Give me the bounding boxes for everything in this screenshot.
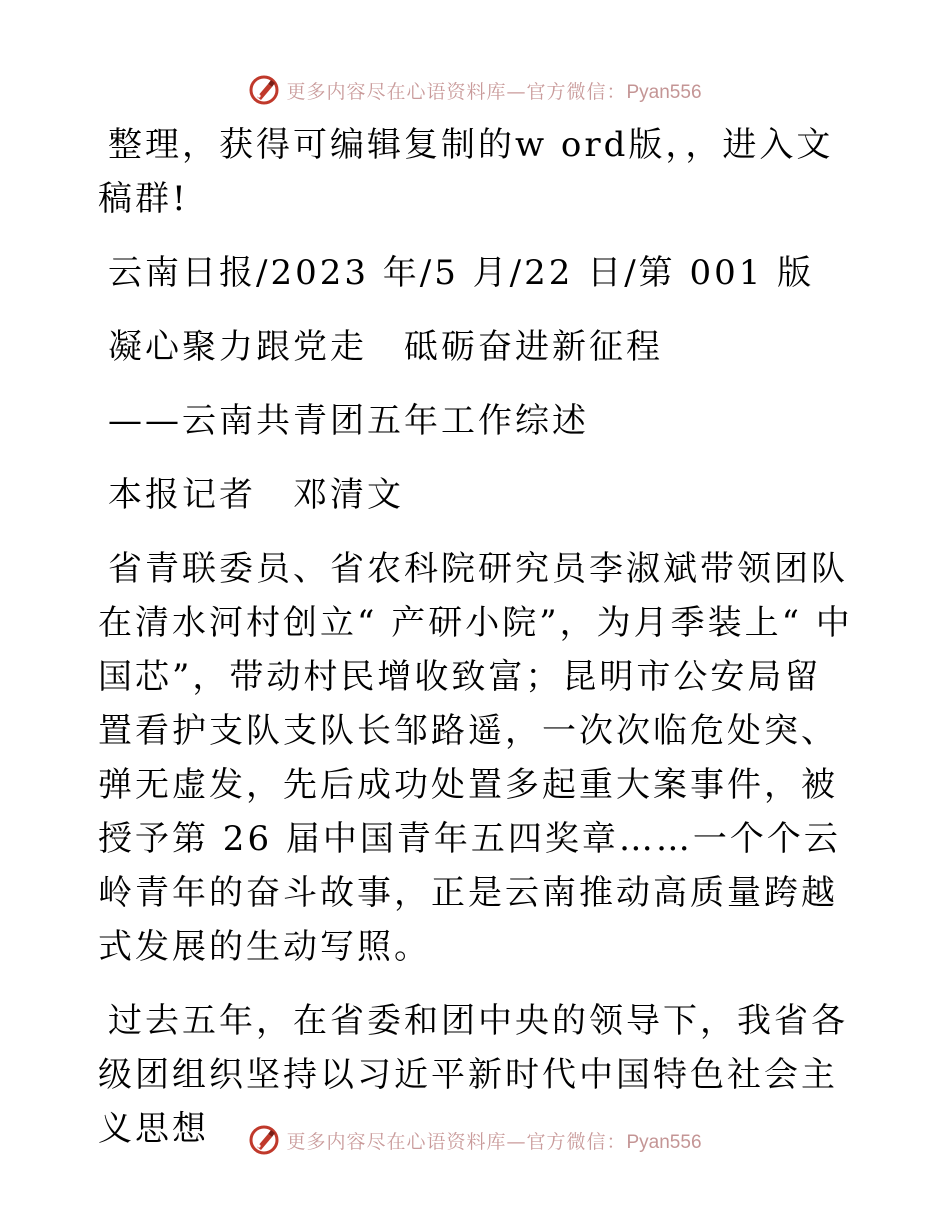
body-paragraph: 省青联委员、省农科院研究员李淑斌带领团队在清水河村创立“ 产研小院”，为月季装上“ 中国芯”，带动村民增收致富；昆明市公安局留置看护支队支队长邹路遥，一次次临危处突、弹无虚发，先后成功处置多起重大案事件，被授予第 26 届中国青年五四奖章……一个个云岭青年的奋斗故事，正是云南推动高质量跨越式发展的生动写照。 [98, 549, 853, 967]
wechat-id: Pyan556 [626, 81, 702, 103]
article-subtitle: ——云南共青团五年工作综述 [108, 401, 589, 441]
byline: 本报记者 邓清文 [108, 475, 404, 515]
wechat-id: Pyan556 [626, 1131, 702, 1153]
article-title: 凝心聚力跟党走 砥砺奋进新征程 [108, 327, 663, 367]
banner-label: 更多内容尽在心语资料库—官方微信： [286, 80, 627, 103]
intro-paragraph: 整理，获得可编辑复制的w ord版，，进入文稿群! [98, 125, 834, 219]
footer-banner-inner [248, 1124, 701, 1156]
document-body [98, 118, 858, 1156]
footer-watermark-banner [0, 1120, 950, 1160]
footer-banner-text [286, 1127, 701, 1154]
pen-logo-icon [248, 74, 280, 106]
source-line: 云南日报/2023 年/5 月/22 日/第 001 版 [108, 253, 815, 293]
body-paragraph: 过去五年，在省委和团中央的领导下，我省各级团组织坚持以习近平新时代中国特色社会主义思想 [98, 1001, 848, 1149]
header-banner-text [286, 77, 701, 104]
header-banner-inner [248, 74, 701, 106]
pen-logo-icon [248, 1124, 280, 1156]
header-watermark-banner [0, 70, 950, 110]
banner-label: 更多内容尽在心语资料库—官方微信： [286, 1130, 627, 1153]
